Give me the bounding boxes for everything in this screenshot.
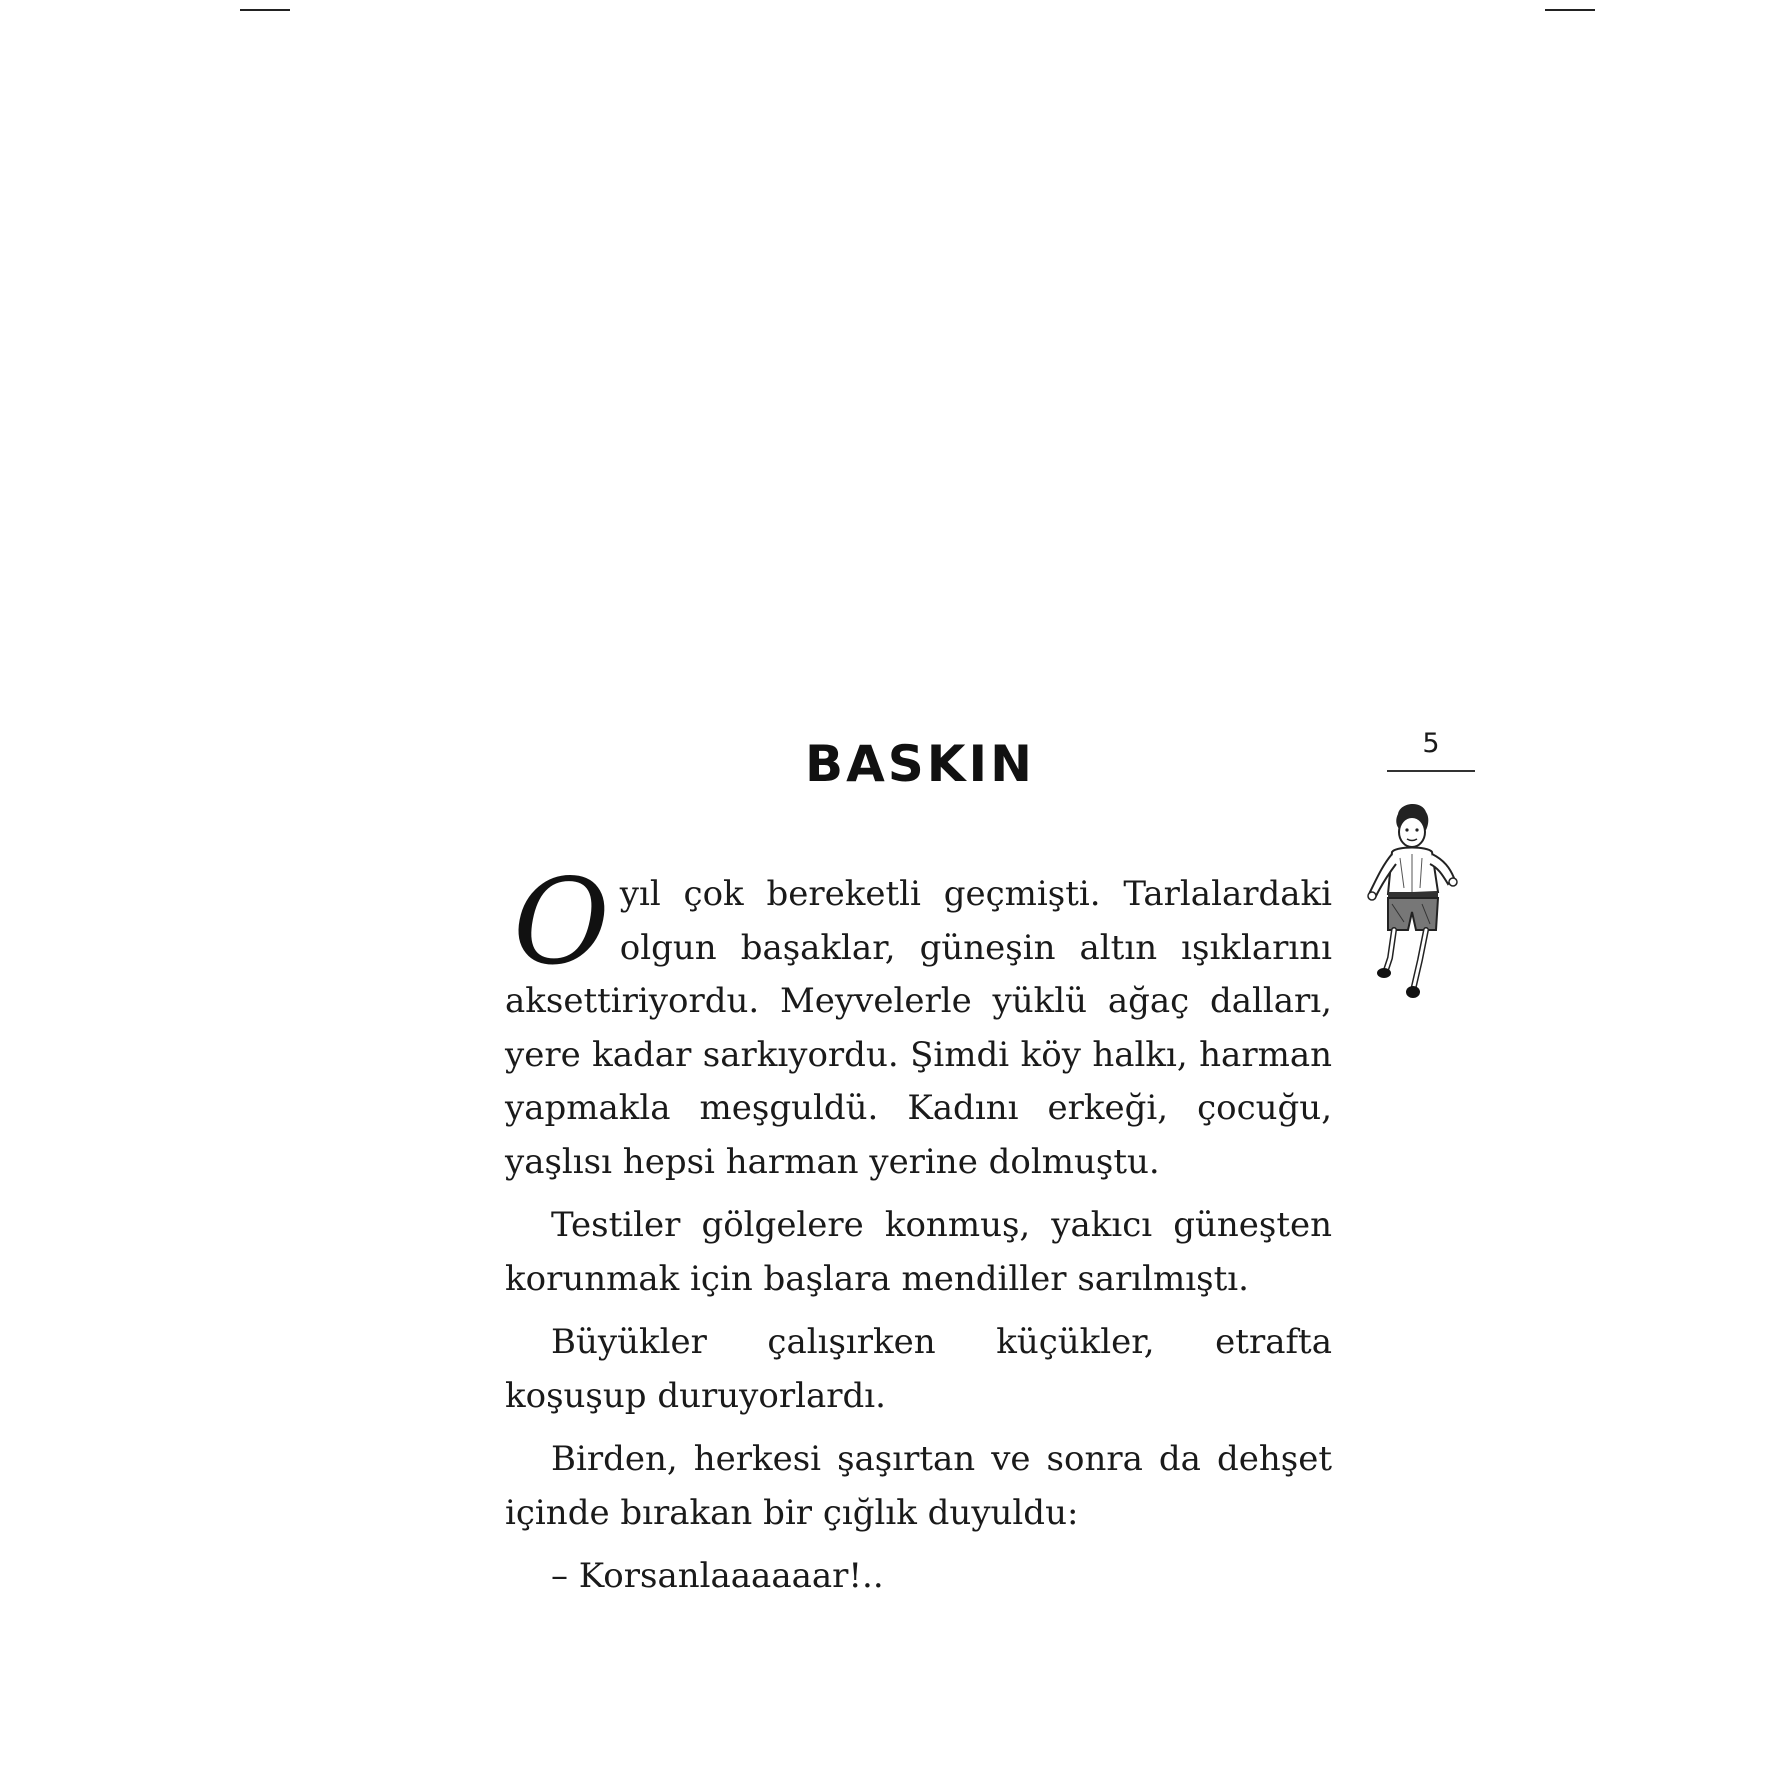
dialogue-line: – Korsanlaaaaaar!.. bbox=[551, 1556, 884, 1596]
crop-mark-left bbox=[240, 9, 290, 11]
paragraph: Testiler gölgelere konmuş, yakıcı güneşten korunmak için başlara mendiller sarılmıştı. bbox=[505, 1205, 1332, 1299]
paragraph: Birden, herkesi şaşırtan ve sonra da dehşet içinde bırakan bir çığlık duyuldu: bbox=[505, 1439, 1332, 1533]
page-number-rule bbox=[1387, 770, 1475, 772]
paragraph: Büyükler çalışırken küçükler, etrafta koşuşup duruyorlardı. bbox=[505, 1322, 1332, 1416]
chapter-title: BASKIN bbox=[804, 735, 1035, 793]
page-number: 5 bbox=[1422, 728, 1440, 759]
drop-cap: O bbox=[513, 853, 610, 991]
crop-mark-right bbox=[1545, 9, 1595, 11]
body-text bbox=[505, 853, 1332, 1614]
first-paragraph bbox=[505, 853, 1332, 1189]
running-boy-icon bbox=[1360, 800, 1470, 1010]
first-paragraph-text: yıl çok bereketli geçmişti. Tarlalardaki olgun başaklar, güneşin altın ışıklarını aksettiriyordu. Meyvelerle yüklü ağaç dalları, yere kadar sarkıyordu. Şimdi köy halkı, harman yapmakla meşguldü. Kadını erkeği, çocuğu, yaşlısı hepsi harman yerine dolmuştu. bbox=[505, 874, 1332, 1182]
